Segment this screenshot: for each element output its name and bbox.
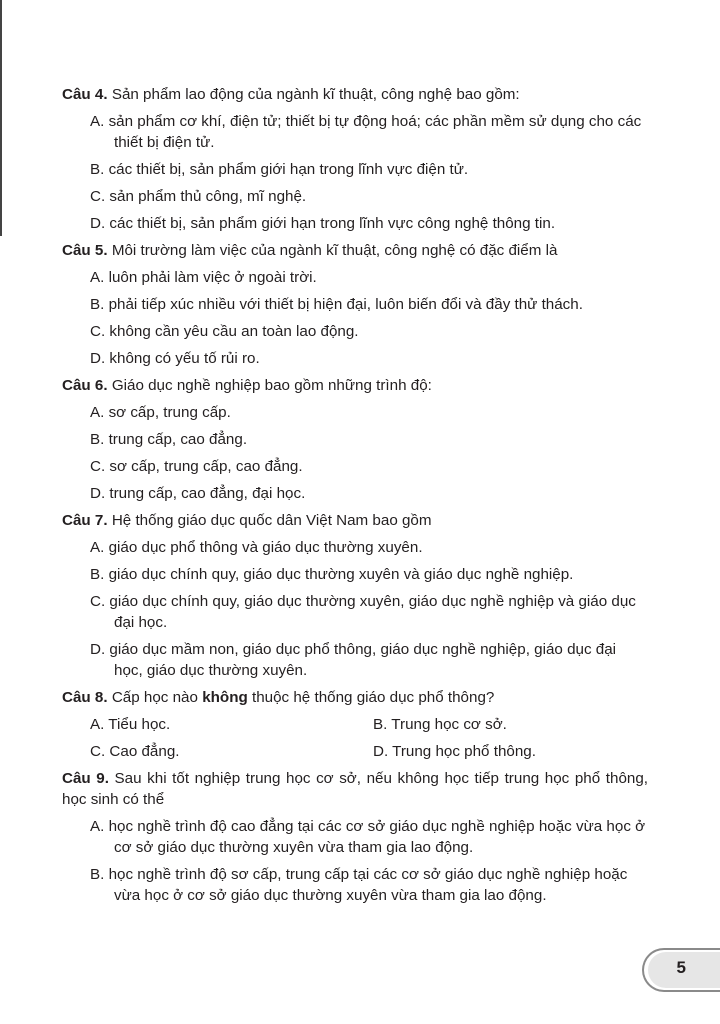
- question-4: [62, 84, 648, 234]
- option-a: A. giáo dục phổ thông và giáo dục thường xuyên.: [90, 539, 423, 556]
- question-text: [62, 240, 648, 261]
- question-label: Câu 5.: [62, 242, 108, 259]
- question-stem-emphasis: không: [202, 689, 248, 706]
- question-stem: Môi trường làm việc của ngành kĩ thuật, công nghệ có đặc điểm là: [111, 242, 558, 259]
- option-b: B. học nghề trình độ sơ cấp, trung cấp tại các cơ sở giáo dục nghề nghiệp hoặc vừa học ở cơ sở giáo dục thường xuyên vừa tham gia lao động.: [90, 866, 628, 904]
- question-text: [62, 510, 648, 531]
- question-text: [62, 375, 648, 396]
- question-stem: Sản phẩm lao động của ngành kĩ thuật, công nghệ bao gồm:: [111, 86, 520, 103]
- option-row: [62, 714, 648, 735]
- question-text: [62, 84, 648, 105]
- question-label: Câu 7.: [62, 512, 108, 529]
- question-8: [62, 687, 648, 762]
- option-a: A. học nghề trình độ cao đẳng tại các cơ sở giáo dục nghề nghiệp hoặc vừa học ở cơ sở giáo dục thường xuyên vừa tham gia lao động.: [90, 818, 646, 856]
- question-stem: Sau khi tốt nghiệp trung học cơ sở, nếu không học tiếp trung học phổ thông, học sinh có thể: [62, 770, 649, 808]
- option-b: B. trung cấp, cao đẳng.: [90, 431, 248, 448]
- option-c: C. không cần yêu cầu an toàn lao động.: [90, 323, 359, 340]
- question-label: Câu 4.: [62, 86, 108, 103]
- question-6: [62, 375, 648, 504]
- option-b: B. Trung học cơ sở.: [373, 716, 507, 733]
- option-d: D. không có yếu tố rủi ro.: [90, 350, 260, 367]
- question-label: Câu 9.: [62, 770, 109, 787]
- option-a: A. luôn phải làm việc ở ngoài trời.: [90, 269, 317, 286]
- option-a: A. Tiểu học.: [90, 716, 171, 733]
- question-text: [62, 687, 648, 708]
- option-c: C. sản phẩm thủ công, mĩ nghệ.: [90, 188, 307, 205]
- question-stem-after: thuộc hệ thống giáo dục phổ thông?: [251, 689, 495, 706]
- option-a: A. sơ cấp, trung cấp.: [90, 404, 231, 421]
- question-stem: Giáo dục nghề nghiệp bao gồm những trình độ:: [111, 377, 432, 394]
- page-number: 5: [676, 958, 686, 977]
- question-9: [62, 768, 648, 906]
- question-label: Câu 6.: [62, 377, 108, 394]
- question-list: [62, 84, 648, 912]
- question-text: [62, 768, 648, 810]
- question-label: Câu 8.: [62, 689, 108, 706]
- question-stem: Hệ thống giáo dục quốc dân Việt Nam bao gồm: [111, 512, 432, 529]
- option-d: D. giáo dục mầm non, giáo dục phổ thông, giáo dục nghề nghiệp, giáo dục đại học, giáo dục thường xuyên.: [90, 641, 617, 679]
- page-binding-line: [0, 0, 2, 236]
- option-c: C. Cao đẳng.: [90, 743, 180, 760]
- question-7: [62, 510, 648, 681]
- question-5: [62, 240, 648, 369]
- option-row: [62, 741, 648, 762]
- option-c: C. giáo dục chính quy, giáo dục thường xuyên, giáo dục nghề nghiệp và giáo dục đại học.: [90, 593, 636, 631]
- option-b: B. giáo dục chính quy, giáo dục thường xuyên và giáo dục nghề nghiệp.: [90, 566, 574, 583]
- option-d: D. các thiết bị, sản phẩm giới hạn trong lĩnh vực công nghệ thông tin.: [90, 215, 556, 232]
- option-c: C. sơ cấp, trung cấp, cao đẳng.: [90, 458, 303, 475]
- option-d: D. Trung học phổ thông.: [373, 743, 536, 760]
- option-d: D. trung cấp, cao đẳng, đại học.: [90, 485, 306, 502]
- option-b: B. các thiết bị, sản phẩm giới hạn trong lĩnh vực điện tử.: [90, 161, 469, 178]
- question-stem-before: Cấp học nào: [111, 689, 198, 706]
- option-a: A. sản phẩm cơ khí, điện tử; thiết bị tự động hoá; các phần mềm sử dụng cho các thiết bị điện tử.: [90, 113, 642, 151]
- option-b: B. phải tiếp xúc nhiều với thiết bị hiện đại, luôn biến đổi và đầy thử thách.: [90, 296, 583, 313]
